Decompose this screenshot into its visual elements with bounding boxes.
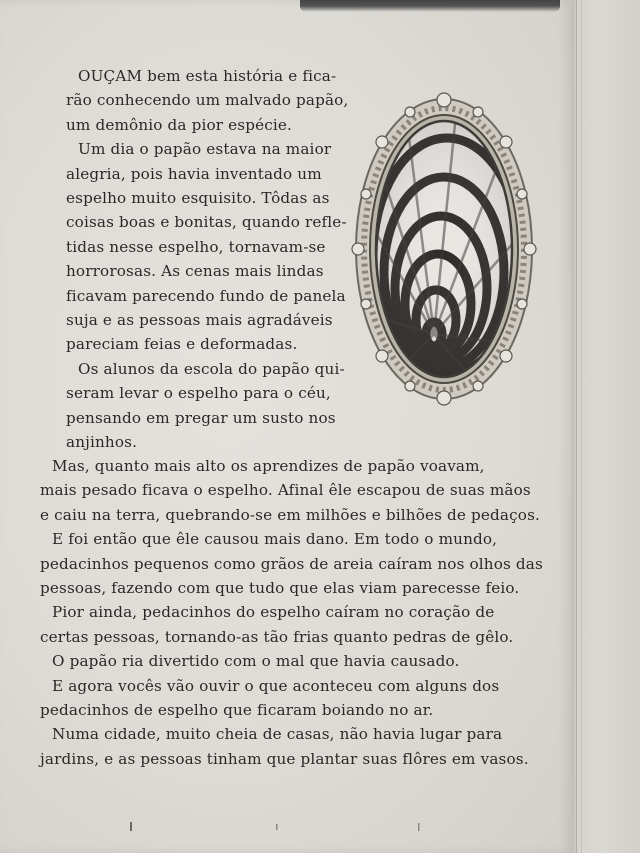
text-line: seram levar o espelho para o céu, <box>66 384 331 403</box>
text-line: Mas, quanto mais alto os aprendizes de papão voavam, <box>52 457 485 475</box>
text-line: Um dia o papão estava na maior <box>78 140 332 159</box>
text-line: E agora vocês vão ouvir o que aconteceu com alguns dos <box>52 676 500 695</box>
text-line: certas pessoas, tornando-as tão frias quanto pedras de gêlo. <box>40 627 514 646</box>
page-fold-line <box>581 0 582 853</box>
text-line: Pior ainda, pedacinhos do espelho caíram no coração de <box>52 603 495 622</box>
text-line: ficavam parecendo fundo de panela <box>66 286 346 305</box>
story-text-bottom <box>40 454 543 771</box>
text-line: um demônio da pior espécie. <box>66 115 293 134</box>
text-line: anjinhos. <box>66 433 138 452</box>
text-line: jardins, e as pessoas tinham que plantar suas flôres em vasos. <box>40 749 529 768</box>
text-line: pedacinhos de espelho que ficaram boiando no ar. <box>40 701 434 720</box>
adjacent-page-edge <box>572 0 640 853</box>
text-line: O papão ria divertido com o mal que havia causado. <box>52 652 460 671</box>
story-text-top <box>66 64 349 455</box>
text-line: Numa cidade, muito cheia de casas, não havia lugar para <box>52 725 503 744</box>
text-line: pensando em pregar um susto nos <box>66 408 336 427</box>
text-line: mais pesado ficava o espelho. Afinal êle escapou de suas mãos <box>40 481 531 500</box>
text-line: pareciam feias e deformadas. <box>66 335 298 354</box>
mirror-illustration <box>346 84 542 414</box>
text-line: suja e as pessoas mais agradáveis <box>66 311 333 330</box>
text-line: e caiu na terra, quebrando-se em milhões e bilhões de pedaços. <box>40 505 540 524</box>
text-line: pessoas, fazendo com que tudo que elas viam parecesse feio. <box>40 579 520 598</box>
text-line: E foi então que êle causou mais dano. Em todo o mundo, <box>52 530 498 549</box>
text-line: rão conhecendo um malvado papão, <box>66 91 349 110</box>
text-line: espelho muito esquisito. Tôdas as <box>66 189 330 208</box>
text-line: OUÇAM bem esta história e fica- <box>78 67 337 85</box>
text-line: pedacinhos pequenos como grãos de areia caíram nos olhos das <box>40 554 543 573</box>
text-line: Os alunos da escola do papão qui- <box>78 359 345 378</box>
page-specks <box>128 818 428 838</box>
book-cover-edge <box>300 0 560 12</box>
text-line: coisas boas e bonitas, quando refle- <box>66 213 347 232</box>
text-line: horrorosas. As cenas mais lindas <box>66 262 324 281</box>
text-line: alegria, pois havia inventado um <box>66 164 322 183</box>
text-line: tidas nesse espelho, tornavam-se <box>66 237 326 256</box>
page-fold-line <box>576 0 577 853</box>
